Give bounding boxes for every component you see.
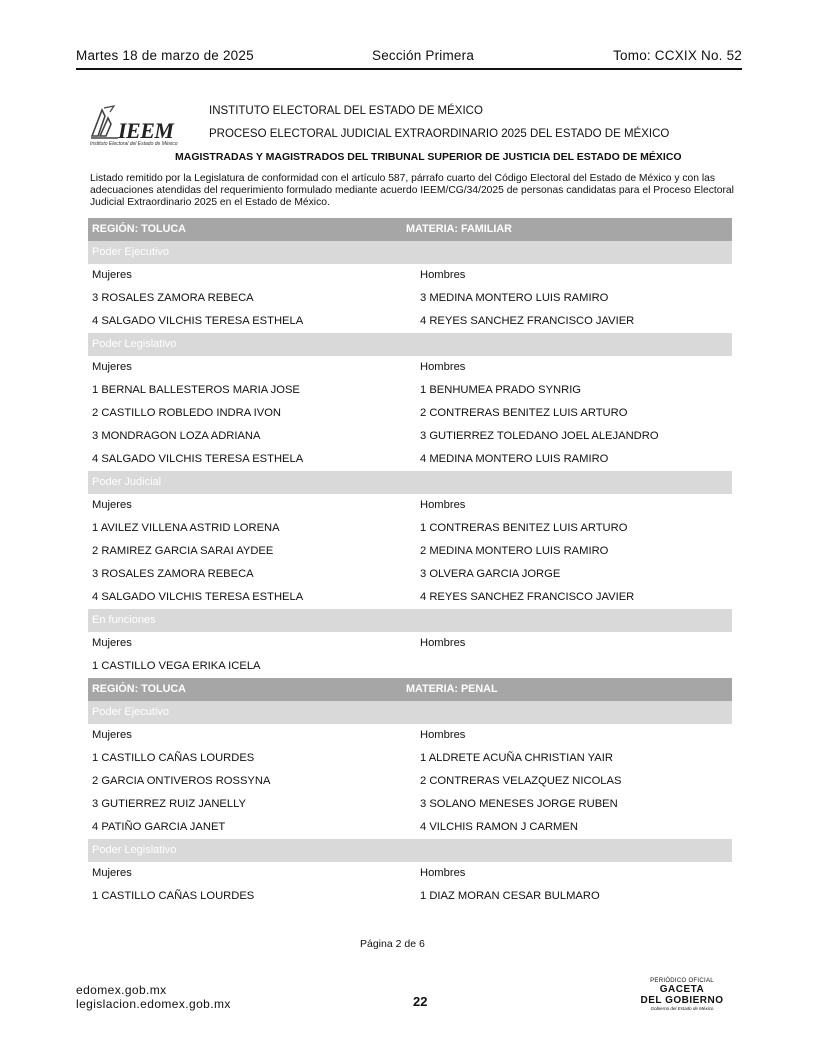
table-row [88, 655, 732, 678]
header-date: Martes 18 de marzo de 2025 [76, 48, 254, 63]
table-row [88, 885, 732, 908]
table-row [88, 816, 732, 839]
candidate-man: 3 SOLANO MENESES JORGE RUBEN [420, 798, 618, 810]
mujeres-header: Mujeres [92, 269, 132, 281]
candidate-man: 3 OLVERA GARCIA JORGE [420, 568, 561, 580]
footer-links [76, 983, 231, 1011]
gaceta-logo [636, 978, 728, 1011]
logo-subtitle: Instituto Electoral del Estado de México [90, 141, 178, 147]
table-row [88, 793, 732, 816]
candidates-table [88, 218, 732, 908]
footer-link-legislacion[interactable]: legislacion.edomex.gob.mx [76, 997, 231, 1011]
candidate-woman: 3 GUTIERREZ RUIZ JANELLY [92, 798, 246, 810]
column-headers [88, 494, 732, 517]
table-row [88, 379, 732, 402]
section-title: Poder Judicial [92, 476, 162, 488]
column-headers [88, 632, 732, 655]
candidate-man: 4 REYES SANCHEZ FRANCISCO JAVIER [420, 315, 635, 327]
section-title: Poder Legislativo [92, 338, 177, 350]
candidate-man: 3 MEDINA MONTERO LUIS RAMIRO [420, 292, 609, 304]
section-header [88, 241, 732, 264]
mujeres-header: Mujeres [92, 867, 132, 879]
hombres-header: Hombres [420, 269, 466, 281]
table-row [88, 517, 732, 540]
page-header [76, 46, 742, 70]
table-row [88, 310, 732, 333]
gaceta-line-3: DEL GOBIERNO [640, 995, 724, 1006]
institute-title: INSTITUTO ELECTORAL DEL ESTADO DE MÉXICO [209, 105, 483, 117]
table-row [88, 563, 732, 586]
section-title: Poder Legislativo [92, 844, 177, 856]
materia-label: MATERIA: FAMILIAR [406, 223, 512, 235]
hombres-header: Hombres [420, 729, 466, 741]
section-title: En funciones [92, 614, 156, 626]
candidate-woman: 3 ROSALES ZAMORA REBECA [92, 568, 254, 580]
candidate-woman: 4 SALGADO VILCHIS TERESA ESTHELA [92, 591, 304, 603]
candidate-man: 1 BENHUMEA PRADO SYNRIG [420, 384, 582, 396]
candidate-man: 2 CONTRERAS BENITEZ LUIS ARTURO [420, 407, 628, 419]
table-row [88, 448, 732, 471]
hombres-header: Hombres [420, 499, 466, 511]
table-row [88, 425, 732, 448]
section-title: Poder Ejecutivo [92, 706, 170, 718]
ieem-logo [88, 102, 186, 148]
candidate-woman: 3 MONDRAGON LOZA ADRIANA [92, 430, 261, 442]
footer-link-edomex[interactable]: edomex.gob.mx [76, 983, 167, 997]
column-headers [88, 724, 732, 747]
hombres-header: Hombres [420, 637, 466, 649]
page-number: Página 2 de 6 [360, 938, 425, 950]
candidate-woman: 1 CASTILLO CAÑAS LOURDES [92, 890, 255, 902]
candidate-woman: 2 GARCIA ONTIVEROS ROSSYNA [92, 775, 271, 787]
candidate-man: 1 ALDRETE ACUÑA CHRISTIAN YAIR [420, 752, 613, 764]
candidate-man: 4 REYES SANCHEZ FRANCISCO JAVIER [420, 591, 635, 603]
hombres-header: Hombres [420, 867, 466, 879]
region-label: REGIÓN: TOLUCA [92, 223, 186, 235]
candidate-woman: 4 SALGADO VILCHIS TERESA ESTHELA [92, 453, 304, 465]
gaceta-line-4: Gobierno del Estado de México [650, 1006, 714, 1011]
mujeres-header: Mujeres [92, 499, 132, 511]
section-title: Poder Ejecutivo [92, 246, 170, 258]
candidate-man: 2 MEDINA MONTERO LUIS RAMIRO [420, 545, 609, 557]
section-header [88, 609, 732, 632]
candidate-woman: 4 PATIÑO GARCIA JANET [92, 821, 226, 833]
region-header [88, 678, 732, 701]
region-header [88, 218, 732, 241]
candidate-man: 2 CONTRERAS VELAZQUEZ NICOLAS [420, 775, 622, 787]
hombres-header: Hombres [420, 361, 466, 373]
intro-paragraph: Listado remitido por la Legislatura de conformidad con el artículo 587, párrafo cuarto del Código Electoral del Estado de México y con las adecuaciones atendidas del requerimiento formulado mediante acuerdo IEEM/CG/34/2025 de personas candidatas para el Proceso Electoral Judicial Extraordinario 2025 en el Estado de México. [90, 173, 734, 208]
candidate-woman: 2 RAMIREZ GARCIA SARAI AYDEE [92, 545, 274, 557]
candidate-woman: 1 CASTILLO VEGA ERIKA ICELA [92, 660, 261, 672]
table-row [88, 402, 732, 425]
candidate-woman: 4 SALGADO VILCHIS TERESA ESTHELA [92, 315, 304, 327]
table-row [88, 586, 732, 609]
mujeres-header: Mujeres [92, 637, 132, 649]
candidate-woman: 2 CASTILLO ROBLEDO INDRA IVON [92, 407, 281, 419]
process-title: PROCESO ELECTORAL JUDICIAL EXTRAORDINARIO 2025 DEL ESTADO DE MÉXICO [209, 128, 670, 140]
region-label: REGIÓN: TOLUCA [92, 683, 186, 695]
table-row [88, 540, 732, 563]
footer-page-number: 22 [413, 994, 428, 1009]
candidate-man: 3 GUTIERREZ TOLEDANO JOEL ALEJANDRO [420, 430, 659, 442]
column-headers [88, 356, 732, 379]
candidate-man: 1 DIAZ MORAN CESAR BULMARO [420, 890, 600, 902]
candidate-man: 4 MEDINA MONTERO LUIS RAMIRO [420, 453, 609, 465]
mujeres-header: Mujeres [92, 361, 132, 373]
section-header [88, 471, 732, 494]
candidate-woman: 3 ROSALES ZAMORA REBECA [92, 292, 254, 304]
candidate-man: 1 CONTRERAS BENITEZ LUIS ARTURO [420, 522, 628, 534]
section-header [88, 839, 732, 862]
table-row [88, 770, 732, 793]
gaceta-line-2: GACETA [659, 984, 705, 995]
section-header [88, 333, 732, 356]
header-section: Sección Primera [372, 48, 475, 63]
column-headers [88, 862, 732, 885]
gaceta-line-1: PERIÓDICO OFICIAL [650, 978, 714, 984]
section-header [88, 701, 732, 724]
candidate-woman: 1 AVILEZ VILLENA ASTRID LORENA [92, 522, 280, 534]
table-row [88, 287, 732, 310]
logo-text: IEEM [118, 118, 174, 143]
column-headers [88, 264, 732, 287]
candidate-man: 4 VILCHIS RAMON J CARMEN [420, 821, 578, 833]
candidate-woman: 1 BERNAL BALLESTEROS MARIA JOSE [92, 384, 300, 396]
table-row [88, 747, 732, 770]
candidate-woman: 1 CASTILLO CAÑAS LOURDES [92, 752, 255, 764]
header-tomo: Tomo: CCXIX No. 52 [613, 48, 742, 63]
document-title: MAGISTRADAS Y MAGISTRADOS DEL TRIBUNAL SUPERIOR DE JUSTICIA DEL ESTADO DE MÉXICO [175, 151, 682, 163]
mujeres-header: Mujeres [92, 729, 132, 741]
materia-label: MATERIA: PENAL [406, 683, 498, 695]
